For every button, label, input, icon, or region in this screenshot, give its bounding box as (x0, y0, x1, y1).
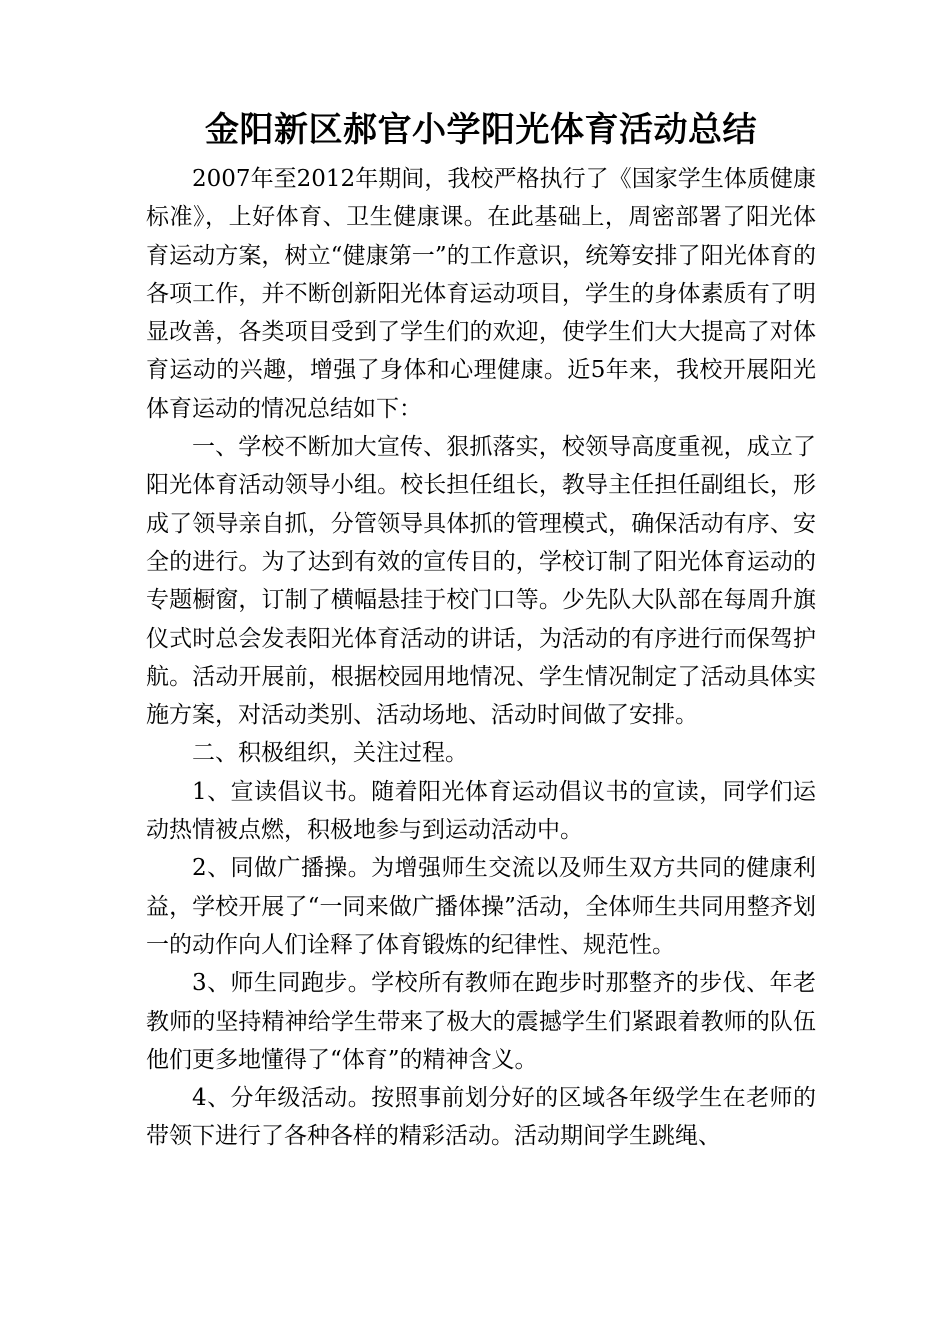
paragraph-item-1: 1、宣读倡议书。随着阳光体育运动倡议书的宣读，同学们运动热情被点燃，积极地参与到运动活动中。 (146, 778, 816, 844)
paragraph-section-2-heading: 二、积极组织，关注过程。 (192, 740, 468, 767)
paragraph-intro: 2007年至2012年期间，我校严格执行了《国家学生体质健康标准》，上好体育、卫生健康课。在此基础上，周密部署了阳光体育运动方案，树立“健康第一”的工作意识，统筹安排了阳光体育的各项工作，并不断创新阳光体育运动项目，学生的身体素质有了明显改善，各类项目受到了学生们的欢迎，使学生们大大提高了对体育运动的兴趣，增强了身体和心理健康。近5年来，我校开展阳光体育运动的情况总结如下： (146, 166, 816, 422)
paragraph-item-2: 2、同做广播操。为增强师生交流以及师生双方共同的健康利益，学校开展了“一同来做广播体操”活动，全体师生共同用整齐划一的动作向人们诠释了体育锻炼的纪律性、规范性。 (146, 855, 816, 958)
paragraph-item-3: 3、师生同跑步。学校所有教师在跑步时那整齐的步伐、年老教师的坚持精神给学生带来了极大的震撼学生们紧跟着教师的队伍他们更多地懂得了“体育”的精神含义。 (146, 970, 816, 1073)
paragraph-section-1: 一、学校不断加大宣传、狠抓落实，校领导高度重视，成立了阳光体育活动领导小组。校长担任组长，教导主任担任副组长，形成了领导亲自抓，分管领导具体抓的管理模式，确保活动有序、安全的进行。为了达到有效的宣传目的，学校订制了阳光体育运动的专题橱窗，订制了横幅悬挂于校门口等。少先队大队部在每周升旗仪式时总会发表阳光体育活动的讲话，为活动的有序进行而保驾护航。活动开展前，根据校园用地情况、学生情况制定了活动具体实施方案，对活动类别、活动场地、活动时间做了安排。 (146, 434, 816, 729)
document-title: 金阳新区郝官小学阳光体育活动总结 (205, 110, 757, 150)
paragraph-item-4: 4、分年级活动。按照事前划分好的区域各年级学生在老师的带领下进行了各种各样的精彩活动。活动期间学生跳绳、 (146, 1085, 816, 1150)
document-body (146, 100, 816, 1156)
